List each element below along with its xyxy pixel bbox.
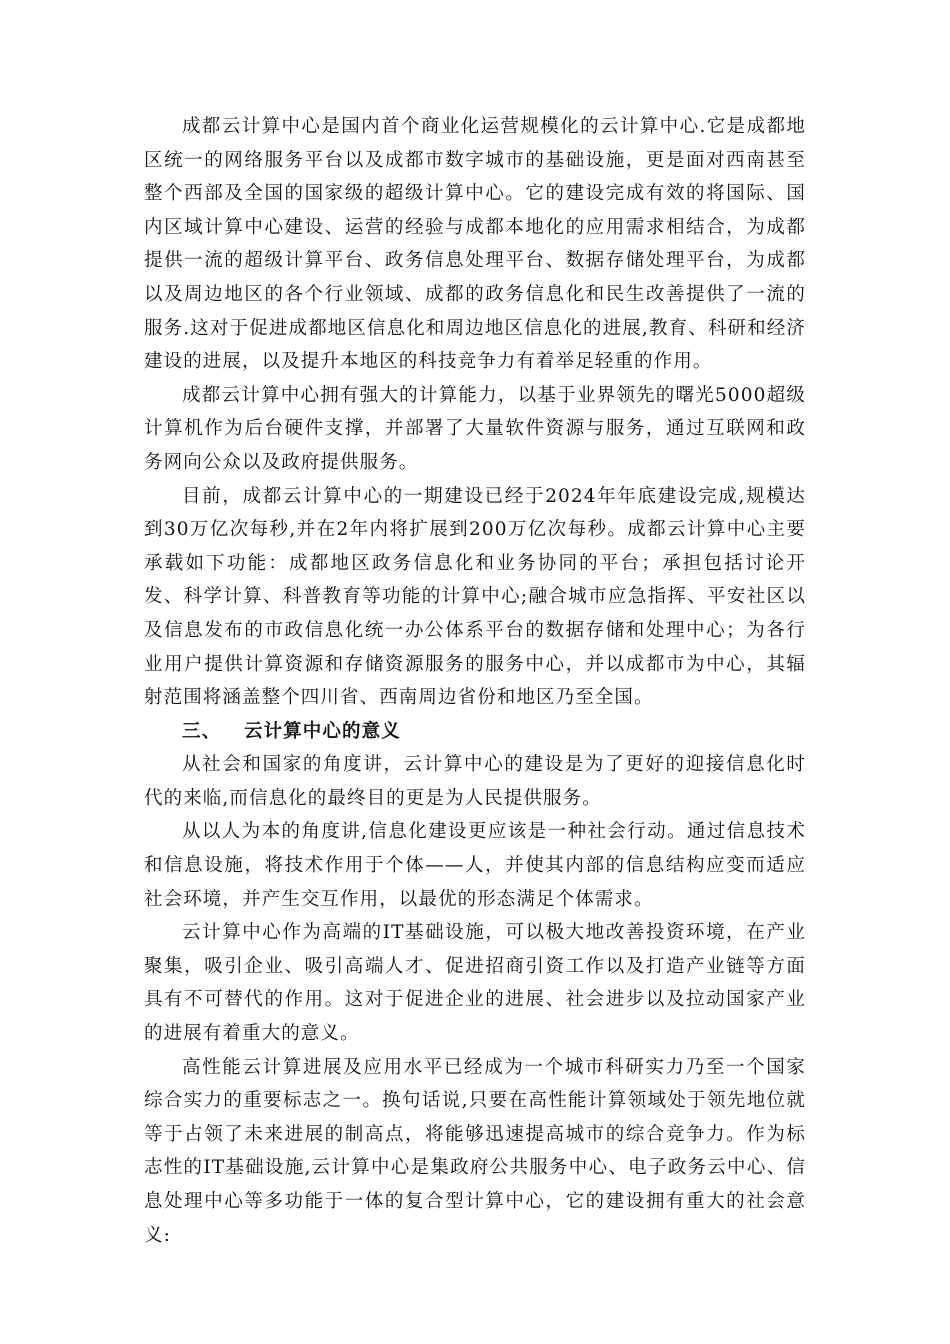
section-number: 三、 <box>182 720 222 742</box>
paragraph-3: 目前，成都云计算中心的一期建设已经于2024年年底建设完成,规模达到30万亿次每秒,并在2年内将扩展到200万亿次每秒。成都云计算中心主要承载如下功能：成都地区政务信息化和业务协同的平台；承担包括讨论开发、科学计算、科普教育等功能的计算中心;融合城市应急指挥、平安社区以及信息发布的市政信息化统一办公体系平台的数据存储和处理中心；为各行业用户提供计算资源和存储资源服务的服务中心，并以成都市为中心，其辐射范围将涵盖整个四川省、西南周边省份和地区乃至全国。 <box>144 485 806 709</box>
paragraph-7: 高性能云计算进展及应用水平已经成为一个城市科研实力乃至一个国家综合实力的重要标志之一。换句话说,只要在高性能计算领域处于领先地位就等于占领了未来进展的制高点，将能够迅速提高城市的综合竞争力。作为标志性的IT基础设施,云计算中心是集政府公共服务中心、电子政务云中心、信息处理中心等多功能于一体的复合型计算中心，它的建设拥有重大的社会意义: <box>144 1056 806 1246</box>
paragraph-2: 成都云计算中心拥有强大的计算能力，以基于业界领先的曙光5000超级计算机作为后台硬件支撑，并部署了大量软件资源与服务，通过互联网和政务网向公众以及政府提供服务。 <box>144 384 806 473</box>
section-heading <box>144 715 806 749</box>
paragraph-4: 从社会和国家的角度讲，云计算中心的建设是为了更好的迎接信息化时代的来临,而信息化的最终目的更是为人民提供服务。 <box>144 754 806 809</box>
section-title: 云计算中心的意义 <box>244 720 401 742</box>
paragraph-5: 从以人为本的角度讲,信息化建设更应该是一种社会行动。通过信息技术和信息设施，将技术作用于个体——人，并使其内部的信息结构应变而适应社会环境，并产生交互作用，以最优的形态满足个体需求。 <box>144 821 806 910</box>
paragraph-1: 成都云计算中心是国内首个商业化运营规模化的云计算中心.它是成都地区统一的网络服务平台以及成都市数字城市的基础设施，更是面对西南甚至整个西部及全国的国家级的超级计算中心。它的建设完成有效的将国际、国内区域计算中心建设、运营的经验与成都本地化的应用需求相结合，为成都提供一流的超级计算平台、政务信息处理平台、数据存储处理平台，为成都以及周边地区的各个行业领域、成都的政务信息化和民生改善提供了一流的服务.这对于促进成都地区信息化和周边地区信息化的进展,教育、科研和经济建设的进展，以及提升本地区的科技竞争力有着举足轻重的作用。 <box>144 116 806 373</box>
paragraph-6: 云计算中心作为高端的IT基础设施，可以极大地改善投资环境，在产业聚集，吸引企业、吸引高端人才、促进招商引资工作以及打造产业链等方面具有不可替代的作用。这对于促进企业的进展、社会进步以及拉动国家产业的进展有着重大的意义。 <box>144 922 806 1045</box>
